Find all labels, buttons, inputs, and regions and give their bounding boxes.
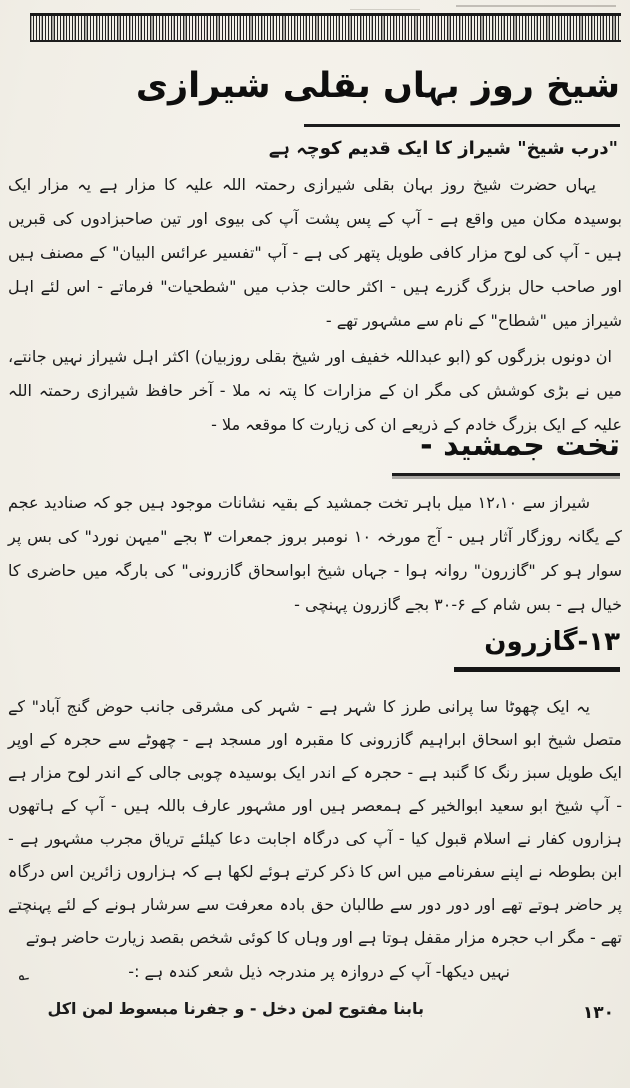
- verse-line: بابنا مفتوح لمن دخل - و جفرنا مبسوط لمن اکل: [47, 999, 424, 1018]
- paragraph-takht: شیراز سے ۱۲،۱۰ میل باہر تخت جمشید کے بقیہ نشانات موجود ہیں جو کہ صنادید عجم کے یگانہ روزگار آثار ہیں - آج مورخہ ۱۰ نومبر بروز جمعرات ۳ بجے "میہن نورد" کی بس پر سوار ہو کر "گازرون" روانہ ہوا - جہاں شیخ ابواسحاق گازرونی" کی بارگہ میں حاضری کا خیال ہے - بس شام کے ۶-۳۰ بجے گازرون پہنچی -: [8, 493, 623, 614]
- main-heading-block: [136, 54, 620, 127]
- kazerun-heading: ۱۳-گازرون: [484, 627, 620, 657]
- paragraph-kazerun: یہ ایک چھوٹا سا پرانی طرز کا شہر ہے - شہر کی مشرقی جانب حوض گنج آباد" کے متصل شیخ ابو اسحاق ابراہیم گازرونی کا مقبرہ اور مسجد ہے - چھوٹے سے حجرہ کے اوپر ایک طویل سبز رنگ کا گنبد ہے - حجرہ کے اندر ایک بوسیدہ چوبی جالی کے اندر لوح مزار ہے - آپ شیخ ابو سعید ابوالخیر کے ہمعصر ہیں اور مشہور عارف باللہ ہیں - آپ کے ہاتھوں ہزاروں کفار نے اسلام قبول کیا - آپ کی درگاہ اجابت دعا کیلئے تریاق مجرب مشہور ہے - ابن بطوطہ نے اپنے سفرنامے میں اس کا ذکر کرتے ہوئے لکھا ہے کہ ہزاروں زائرین اس درگاہ پر حاضر ہوتے تھے اور دور دور سے طالبان حق بادہ معرفت سے سرشار ہونے کے لئے پہنچتے تھے - مگر اب حجرہ مزار مقفل ہوتا ہے اور وہاں کا کوئی شخص بقصد زیارت حاضر ہوتے: [8, 697, 622, 947]
- takht-heading-block: [392, 424, 620, 476]
- page-title: شیخ روز بہاں بقلی شیرازی: [135, 66, 620, 106]
- intro-section: [8, 168, 622, 442]
- paragraph-closing: نہیں دیکھا- آپ کے دروازہ پر مندرجہ ذیل شعر کندہ ہے :-: [128, 962, 510, 981]
- subtitle: "درب شیخ" شیراز کا ایک قدیم کوچہ ہے: [268, 138, 618, 159]
- kazerun-heading-underline: [454, 667, 620, 672]
- scan-artifact-line: [350, 9, 420, 10]
- ornament-band: [30, 13, 621, 42]
- takht-heading-underline: [392, 473, 620, 476]
- takht-heading: تخت جمشید -: [420, 428, 620, 463]
- paragraph-buzurg: ان دونوں بزرگوں کو (ابو عبداللہ خفیف اور شیخ بقلی روزبیان) اکثر اہل شیراز نہیں جانتے، میں نے بڑی کوشش کی مگر ان کے مزارات کا پتہ نہ ملا - آخر حافظ شیرازی رحمتہ اللہ علیہ کے ایک بزرگ خادم کے ذریعے ان کی زیارت کا موقعہ ملا -: [8, 347, 622, 434]
- title-underline: [304, 124, 620, 127]
- kazerun-section: [8, 690, 622, 1026]
- paragraph-mazar: یہاں حضرت شیخ روز بہان بقلی شیرازی رحمتہ اللہ علیہ کا مزار ہے یہ مزار ایک بوسیدہ مکان میں واقع ہے - آپ کے پس پشت آپ کی بیوی اور تین صاحبزادوں کی قبریں ہیں - آپ کی لوح مزار کافی طویل پتھر کی ہے - آپ "تفسیر عرائس البیان" کے مصنف ہیں اور صاحب حال بزرگ گزرے ہیں - اکثر حالت جذب میں "شطحیات" فرماتے - اس لئے اہل شیراز میں "شطاح" کے نام سے مشہور تھے -: [8, 175, 622, 330]
- kazerun-heading-block: [454, 622, 620, 672]
- verse-marker-icon: ؎: [16, 963, 30, 986]
- scan-artifact-line: [456, 5, 616, 7]
- page-number: ۱۳۰: [582, 1003, 614, 1023]
